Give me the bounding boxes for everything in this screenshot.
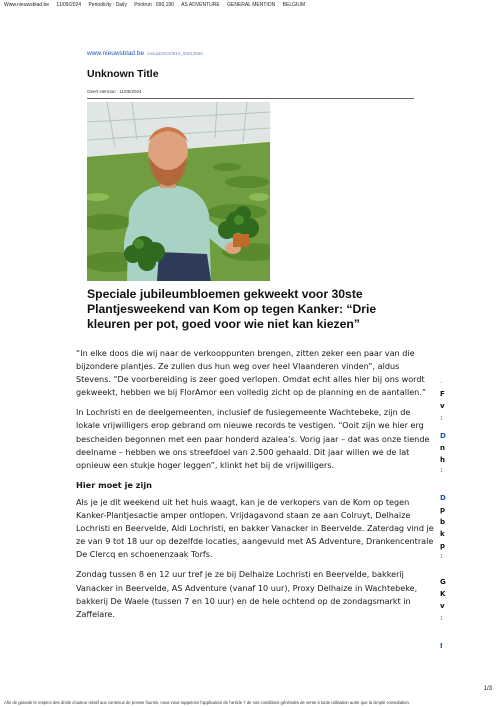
body-paragraph: “In elke doos die wij naar de verkooppunten brengen, zitten zeker een paar van die bijzondere plantjes. Ze zullen dus hun weg over heel Vlaanderen vinden”, aldus Stevens. “De voorbereiding is zeer goed verlopen. Omdat echt alles hier bij ons wordt gekweekt, hebben we bij FlorAmor een volledig zicht op de planning en de aantallen.” xyxy=(76,348,427,398)
article-headline: Speciale jubileumbloemen gekweekt voor 30ste Plantjesweekend van Kom op tegen Kanker: “Drie kleuren per pot, goed voor wie niet kan kiezen” xyxy=(87,287,377,331)
body-paragraph: Als je je dit weekend uit het huis waagt, kan je de verkopers van de Kom op tegen Kanker-Plantjesactie amper ontlopen. Vrijdagavond staan ze aan Colruyt, Delhaize Lochristi en Beervelde, Aldi Lochristi, en bakker Vanacker in Beervelde. Zaterdag vind je ze van 9 tot 18 uur op dezelfde locaties, aangevuld met AS Adventure, Drankencentrale De Clercq en schoenenzaak Torfs. xyxy=(76,496,434,560)
side-column-fragment: G xyxy=(440,578,446,586)
byline: Geert Herman : 11/09/2024 xyxy=(87,89,142,94)
header-date: 11/09/2024 xyxy=(56,2,82,8)
body-paragraph: Zondag tussen 8 en 12 uur tref je ze bij Delhaize Lochristi en Beervelde, bakkerij Vanacker in Beervelde, AS Adventure (vanaf 10 uur), Proxy Delhaize in Wachtebeke, bakkerij De Waele (tussen 7 en 10 uur) en de hele ochtend op de zondagsmarkt in Zaffelare. xyxy=(76,569,418,619)
divider xyxy=(87,98,414,99)
article-body xyxy=(76,347,436,628)
side-column-fragment: D xyxy=(440,432,446,440)
side-column-fragment: 1 xyxy=(440,468,444,474)
header-periodicity: Periodicity : Daily xyxy=(88,2,127,8)
side-column-fragment: D xyxy=(440,494,446,502)
side-column-fragment: p xyxy=(440,542,446,550)
side-column-fragment: 1 xyxy=(440,554,444,560)
side-column-fragment: h xyxy=(440,456,445,464)
side-column-fragment: K xyxy=(440,590,446,598)
side-column-fragment: k xyxy=(440,530,445,538)
side-column-fragment: v xyxy=(440,602,445,610)
source-url-link[interactable]: www.nieuwsblad.be xyxy=(87,50,145,57)
section-subheading: Hier moet je zijn xyxy=(76,479,152,490)
article-source xyxy=(87,50,203,57)
page-number: 1/3 xyxy=(483,686,492,692)
press-clipping-header xyxy=(4,2,311,8)
side-column-fragment: n xyxy=(440,444,445,452)
header-printrun: Printrun : 690,190 xyxy=(134,2,174,8)
header-country: BELGIUM xyxy=(282,2,306,8)
side-column-fragment: – xyxy=(440,380,443,386)
article-id: /uniqid20240910_96013560 xyxy=(147,51,203,56)
side-column-fragment: b xyxy=(440,518,446,526)
body-paragraph: In Lochristi en de deelgemeenten, inclusief de fusiegemeente Wachtebeke, zijn de lokale vrijwilligers erop gebrand om nieuwe records te vestigen. “Ooit zijn we hier erg bescheiden begonnen met een paar honderd azalea’s. Vorig jaar – dat was onze tiende deelname – hebben we ons streefdoel van 2.500 gehaald. Dit jaar willen we de lat opnieuw een stukje hoger leggen”, klinkt het bij de vrijwilligers. xyxy=(76,407,430,470)
side-column-fragment: I xyxy=(440,642,443,650)
header-mention: GENERAL MENTION xyxy=(227,2,276,8)
side-column-fragment: 1 xyxy=(440,416,444,422)
article-photo xyxy=(87,102,270,281)
document-title: Unknown Title xyxy=(87,68,159,80)
copyright-disclaimer: Afin de garantir le respect des droits d’auteur relatif aux contenus de presse fournis, nous vous rappelons l’application de l’article 7 de nos conditions générales de vente à toute utilisation autre que la simple consultation. xyxy=(4,700,410,705)
side-column-fragment: F xyxy=(440,390,445,398)
header-site: Www.nieuwsblad.be xyxy=(4,2,50,8)
side-column-fragment: p xyxy=(440,506,446,514)
side-column-fragment: 1 xyxy=(440,616,444,622)
side-column-fragment: v xyxy=(440,402,445,410)
header-client: AS ADVENTURE xyxy=(181,2,220,8)
